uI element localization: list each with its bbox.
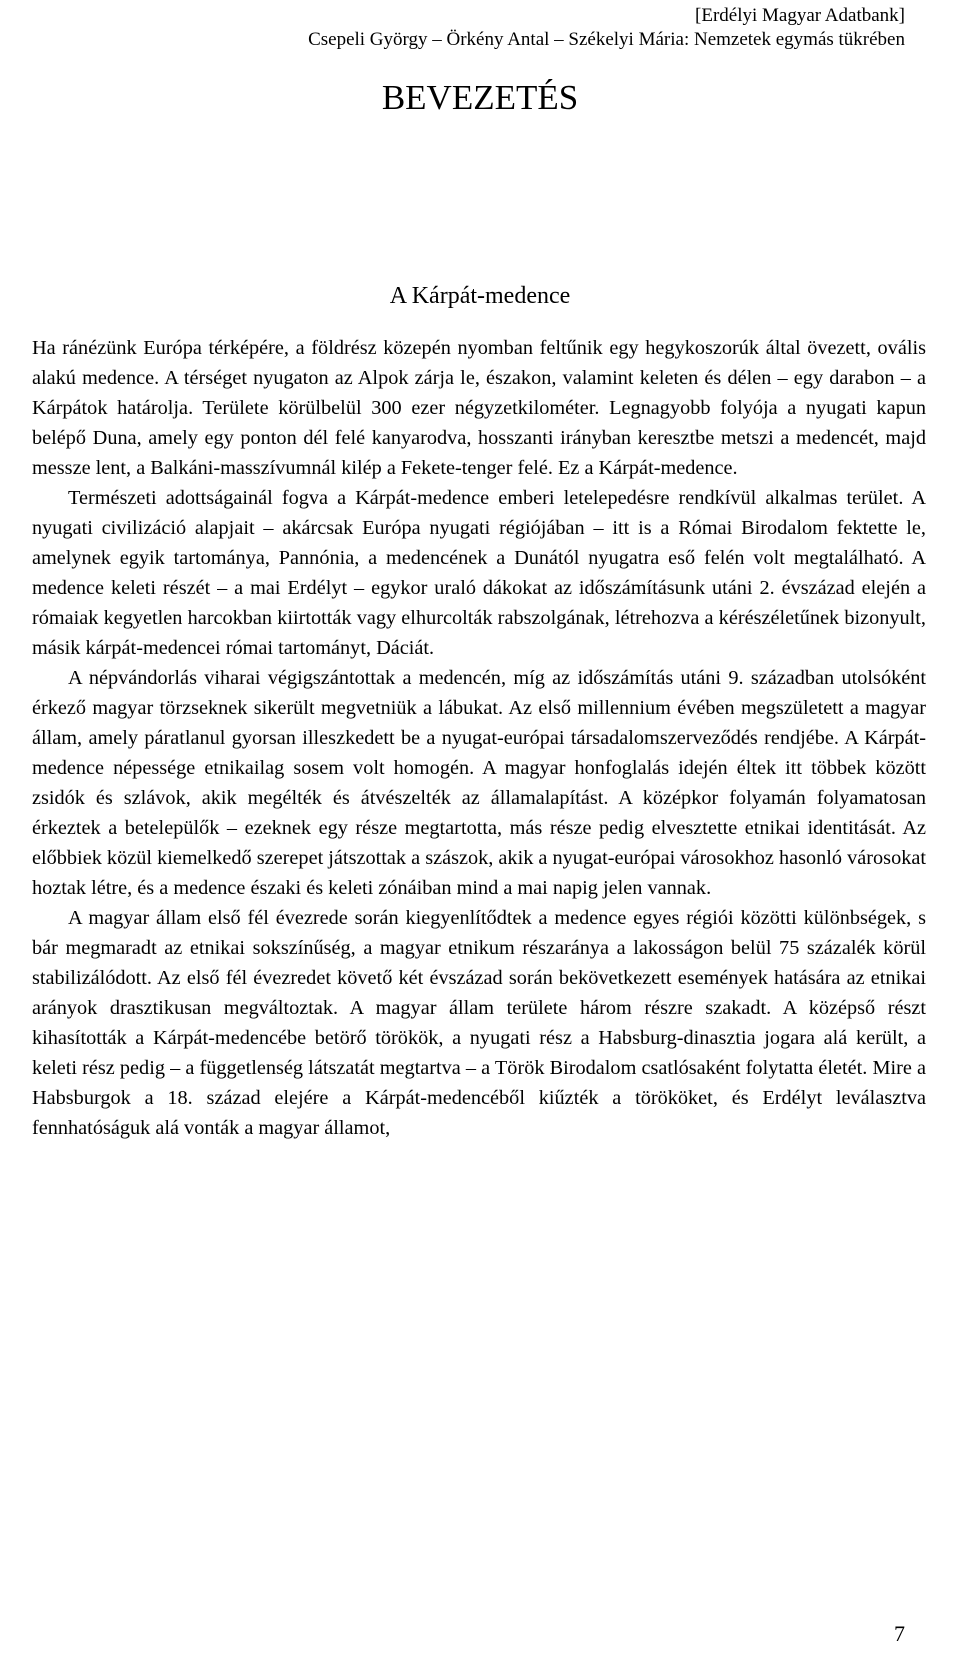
section-title: A Kárpát-medence (389, 283, 571, 309)
running-header (308, 4, 905, 52)
body-text (32, 333, 926, 1143)
page-number: 7 (894, 1621, 905, 1646)
header-source: [Erdélyi Magyar Adatbank] (695, 5, 905, 26)
chapter-title: BEVEZETÉS (381, 78, 579, 117)
paragraph: Természeti adottságainál fogva a Kárpát-medence emberi letelepedésre rendkívül alkalmas terület. A nyugati civilizáció alapjait – akárcsak Európa nyugati régiójában – itt is a Római Birodalom fektette le, amelynek egyik tartománya, Pannónia, a medencének a Dunától nyugatra eső felén volt megtalálható. A medence keleti részét – a mai Erdélyt – egykor uraló dákokat az időszámításunk utáni 2. évszázad elején a rómaiak kegyetlen harcokban kiirtották vagy elhurcolták rabszolgának, létrehozva a kérészéletűnek bizonyult, másik kárpát-medencei római tartományt, Dáciát. (32, 487, 926, 659)
paragraph: Ha ránézünk Európa térképére, a földrész közepén nyomban feltűnik egy hegykoszorúk által övezett, ovális alakú medence. A térséget nyugaton az Alpok zárja le, északon, valamint keleten és délen – egy darabon – a Kárpátok határolja. Területe körülbelül 300 ezer négyzetkilométer. Legnagyobb folyója a nyugati kapun belépő Duna, amely egy ponton dél felé kanyarodva, hosszanti irányban keresztbe metszi a medencét, majd messze lent, a Balkáni-masszívumnál kilép a Fekete-tenger felé. Ez a Kárpát-medence. (32, 337, 926, 479)
paragraph: A magyar állam első fél évezrede során kiegyenlítődtek a medence egyes régiói közötti különbségek, s bár megmaradt az etnikai sokszínűség, a magyar etnikum részaránya a lakosságon belül 75 százalék körül stabilizálódott. Az első fél évezredet követő két évszázad során bekövetkezett események hatására az etnikai arányok drasztikusan megváltoztak. A magyar állam területe három részre szakadt. A középső részt kihasították a Kárpát-medencébe betörő törökök, a nyugati rész a Habsburg-dinasztia jogara alá került, a keleti rész pedig – a függetlenség látszatát megtartva – a Török Birodalom csatlósaként folytatta életét. Mire a Habsburgok a 18. század elejére a Kárpát-medencéből kiűzték a törököket, és Erdélyt leválasztva fennhatóságuk alá vonták a magyar államot, (32, 907, 926, 1139)
paragraph: A népvándorlás viharai végigszántottak a medencén, míg az időszámítás utáni 9. században utolsóként érkező magyar törzseknek sikerült megvetniük a lábukat. Az első millennium évében megszületett a magyar állam, amely páratlanul gyorsan illeszkedett be a nyugat-európai társadalomszerveződés rendjébe. A Kárpát-medence népessége etnikailag sosem volt homogén. A magyar honfoglalás idején éltek itt többek között zsidók és szlávok, akik megélték és átvészelték az államalapítást. A középkor folyamán folyamatosan érkeztek a betelepülők – ezeknek egy része megtartotta, más része pedig elvesztette etnikai identitását. Az előbbiek közül kiemelkedő szerepet játszottak a szászok, akik a nyugat-európai városokhoz hasonló városokat hoztak létre, és a medence északi és keleti zónáiban mind a mai napig jelen vannak. (32, 667, 926, 899)
header-book-title: Csepeli György – Örkény Antal – Székelyi Mária: Nemzetek egymás tükrében (308, 29, 905, 50)
